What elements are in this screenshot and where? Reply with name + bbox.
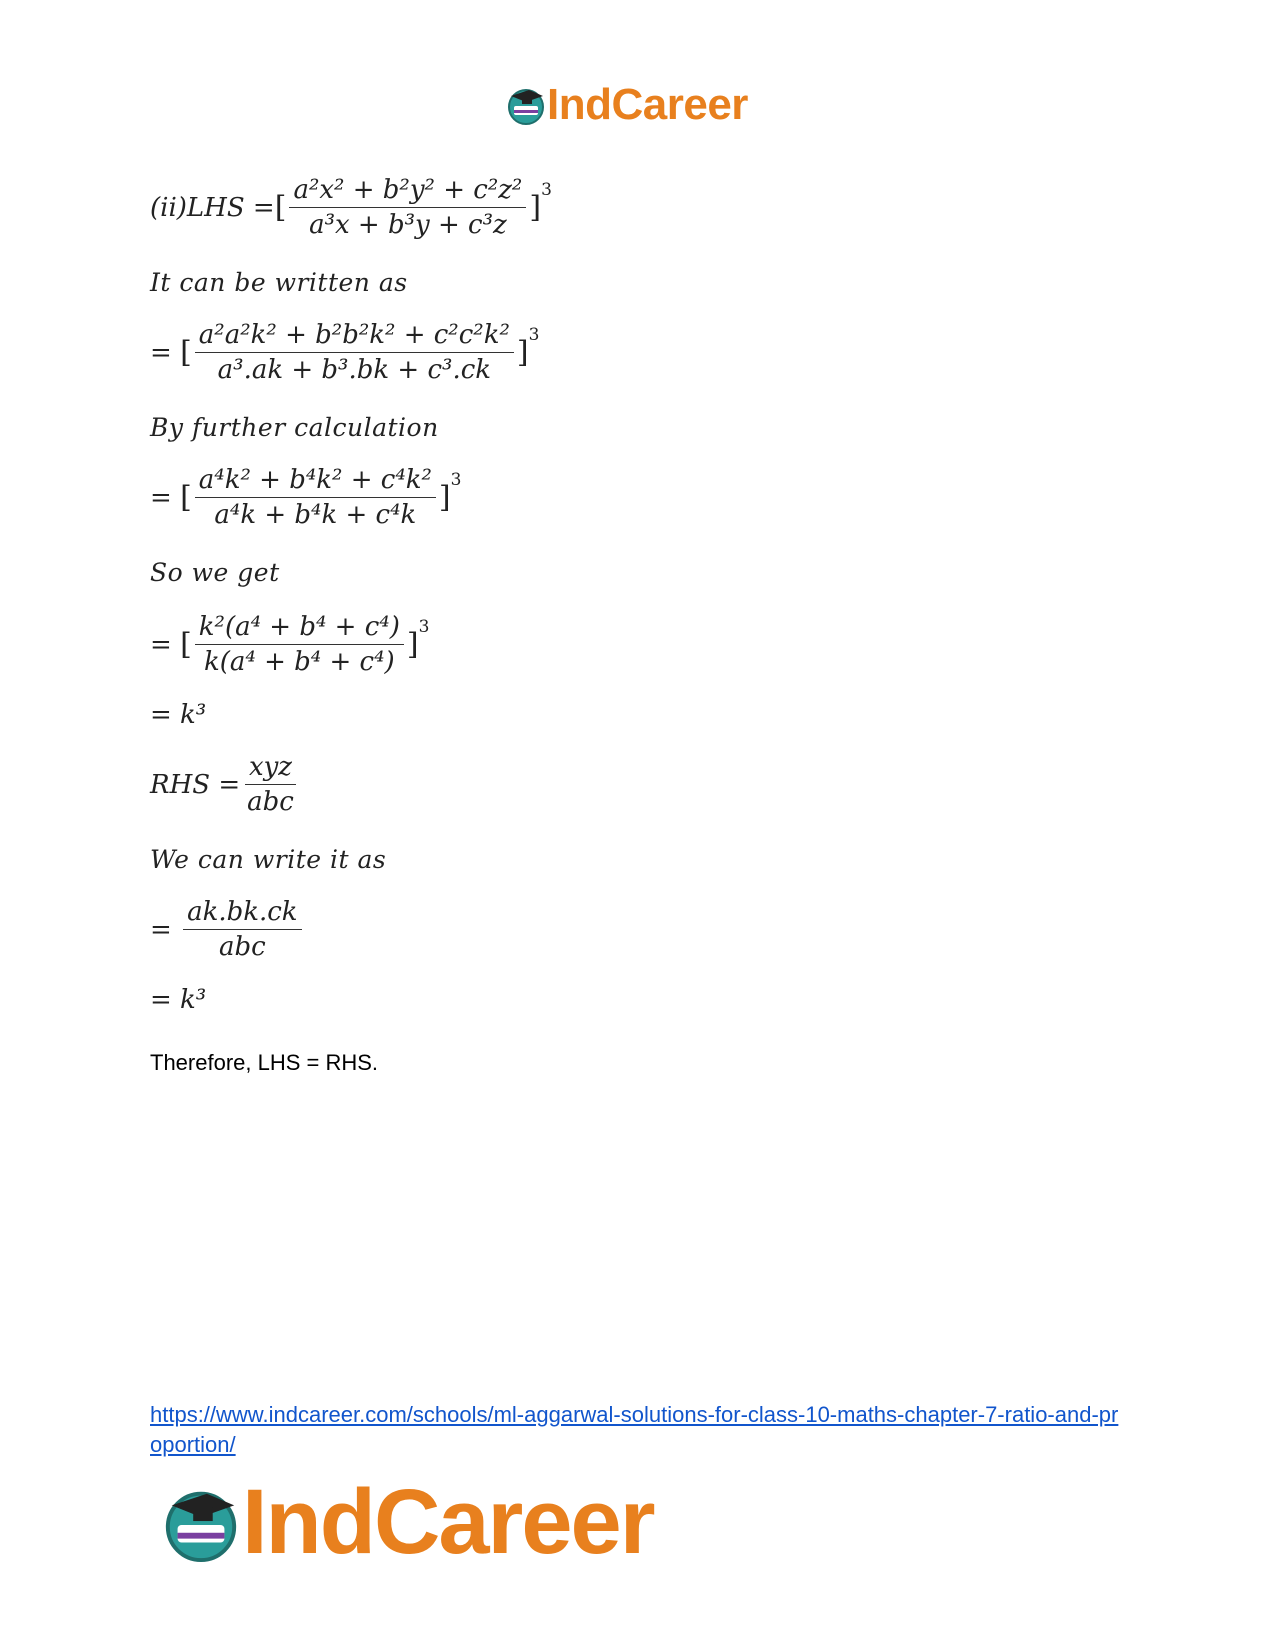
step3-fraction [195,612,404,677]
step2-equation: = [ $\frac{\text{a⁴k² + b⁴k² + c⁴k²}}{\text{a⁴k + b⁴k + c⁴k}}$ ] 3 [150,465,462,530]
rhs-fraction [243,752,298,817]
lhs-numerator: a²x² + b²y² + c²z² [289,175,526,208]
step2-text: By further calculation [150,413,439,442]
step3-denominator: k(a⁴ + b⁴ + c⁴) [203,647,395,677]
graduation-globe-icon [160,1482,242,1564]
step4-numerator: ak.bk.ck [183,897,302,930]
step4-denominator: abc [218,932,266,962]
step3-equation: = [ $\frac{\text{k²(a⁴ + b⁴ + c⁴)}}{\text{k(a⁴ + b⁴ + c⁴)}}$ ] 3 [150,612,430,677]
graduation-globe-icon [505,84,547,126]
lhs-fraction [289,175,526,240]
step4-text: We can write it as [150,845,387,874]
step2-fraction [195,465,436,530]
step2-numerator: a⁴k² + b⁴k² + c⁴k² [195,465,436,498]
step2-denominator: a⁴k + b⁴k + c⁴k [214,500,417,530]
rhs-numerator: xyz [245,752,296,785]
step3-text: So we get [150,558,280,587]
step1-exponent: 3 [528,324,540,345]
header-logo [505,80,748,130]
step1-numerator: a²a²k² + b²b²k² + c²c²k² [195,320,514,353]
lhs-result: = k³ [150,700,207,730]
step2-exponent: 3 [450,469,462,490]
step3-exponent: 3 [418,616,430,637]
header-logo-text: IndCareer [547,80,748,129]
rhs-result: = k³ [150,985,207,1015]
conclusion-text: Therefore, LHS = RHS. [150,1050,379,1075]
lhs-denominator: a³x + b³y + c³z [309,210,507,240]
footer-logo [160,1470,654,1575]
step3-numerator: k²(a⁴ + b⁴ + c⁴) [195,612,404,645]
step1-text: It can be written as [150,268,408,297]
lhs-label: (ii)LHS = [150,192,275,223]
footer-logo-text: IndCareer [242,1471,654,1573]
lhs-equation: (ii)LHS = [ $\frac{\text{a²x² + b²y² + c²z²}}{\text{a³x + b³y + c³z}}$ ] 3 [150,175,552,240]
step1-equation: = [ $\frac{\text{a²a²k² + b²b²k² + c²c²k²}}{\text{a³.ak + b³.bk + c³.ck}}$ ] 3 [150,320,540,385]
step4-fraction [183,897,302,962]
source-url-link[interactable]: https://www.indcareer.com/schools/ml-aggarwal-solutions-for-class-10-maths-chapter-7-ratio-and-proportion/ [150,1402,1119,1457]
rhs-equation [150,752,301,817]
step1-denominator: a³.ak + b³.bk + c³.ck [217,355,492,385]
rhs-denominator: abc [247,787,294,817]
lhs-exponent: 3 [541,179,552,200]
step4-equation: = $\frac{ak.bk.ck}{\text{abc}}$ [150,897,305,962]
rhs-label: RHS = [150,769,241,800]
step1-fraction [195,320,514,385]
